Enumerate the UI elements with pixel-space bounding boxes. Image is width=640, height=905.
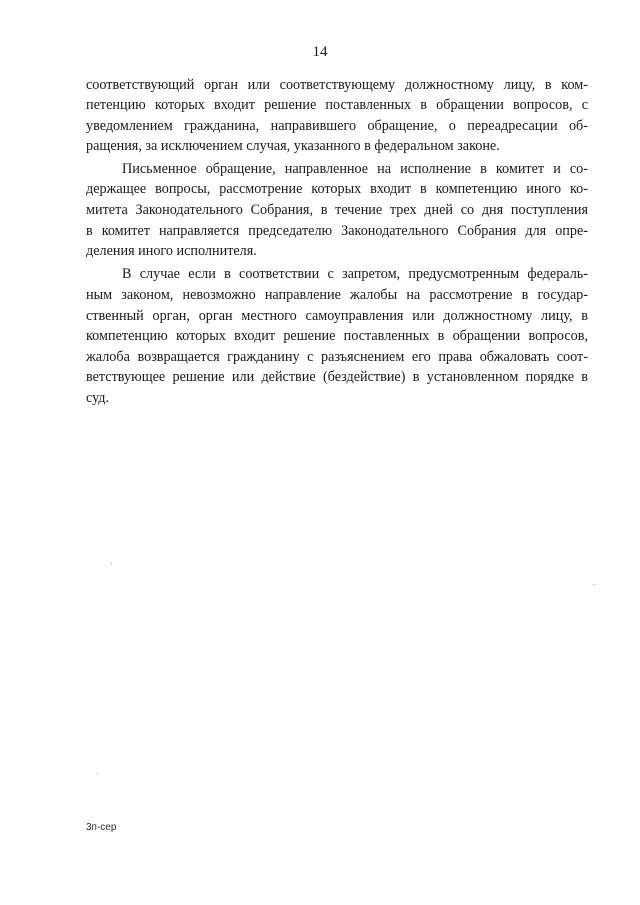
text-line: ственный орган, орган местного самоуправления или должностному лицу, в (86, 308, 588, 324)
text-line: в комитет направляется председателю Законодательного Собрания для опре- (86, 223, 588, 239)
text-line: жалоба возвращается гражданину с разъяснением его права обжаловать соот- (86, 349, 588, 365)
text-line: соответствующий орган или соответствующему должностному лицу, в ком- (86, 77, 588, 93)
text-line: деления иного исполнителя. (86, 243, 257, 259)
text-line: петенцию которых входит решение поставленных в обращении вопросов, с (86, 97, 588, 113)
text-line: митета Законодательного Собрания, в течение трех дней со дня поступления (86, 202, 588, 218)
text-line: ным законом, невозможно направление жалобы на рассмотрение в государ- (86, 287, 588, 303)
text-line: В случае если в соответствии с запретом, предусмотренным федераль- (122, 266, 588, 282)
scan-speck (97, 773, 98, 774)
text-line: уведомлением гражданина, направившего обращение, о переадресации об- (86, 118, 588, 134)
text-line: ветствующее решение или действие (бездействие) в установленном порядке в (86, 369, 588, 385)
page-number: 14 (312, 44, 328, 60)
text-line: ращения, за исключением случая, указанного в федеральном законе. (86, 138, 500, 154)
text-line: Письменное обращение, направленное на исполнение в комитет и со- (122, 161, 588, 177)
scan-speck (111, 563, 112, 564)
document-code: 3п-сер (86, 822, 117, 833)
text-line: компетенцию которых входит решение поставленных в обращении вопросов, (86, 328, 588, 344)
text-line: суд. (86, 390, 110, 406)
scan-speck (593, 584, 594, 585)
text-line: держащее вопросы, рассмотрение которых входит в компетенцию иного ко- (86, 181, 588, 197)
